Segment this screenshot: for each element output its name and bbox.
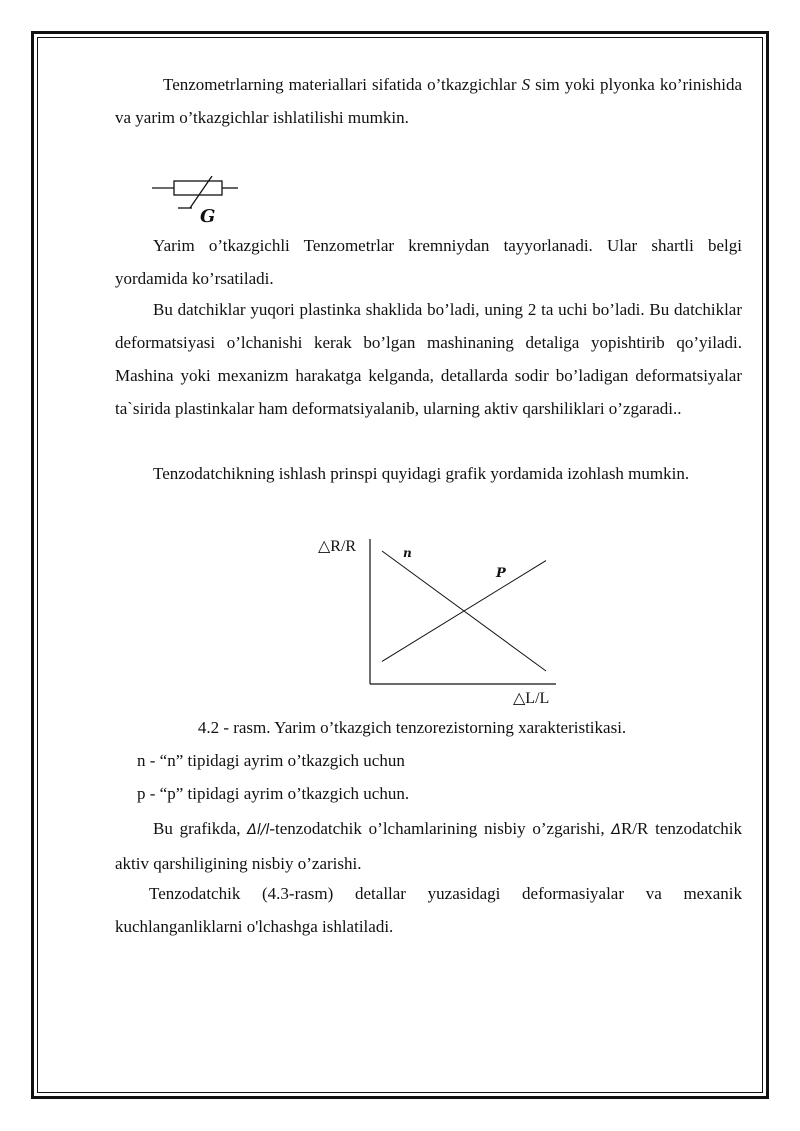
series-n-label: n (403, 546, 412, 560)
symbol-label: G (200, 206, 216, 227)
paragraph-principle: Tenzodatchikning ishlash prinspi quyidagi grafik yordamida izohlash mumkin. (153, 464, 690, 483)
paragraph-application: Tenzodatchik (4.3-rasm) detallar yuzasidagi deformasiyalar va mexanik kuchlanganliklarni o'lchashga ishlatiladi. (115, 884, 742, 936)
x-axis-label: △L/L (513, 690, 550, 707)
paragraph-text: sim yoki plyonka ko’rinishida va yarim o’tkazgichlar ishlatilishi mumkin. (115, 75, 742, 127)
paragraph-text: Bu grafikda, (153, 819, 248, 838)
paragraph-sensors: Bu datchiklar yuqori plastinka shaklida bo’ladi, uning 2 ta uchi bo’ladi. Bu datchiklar deformatsiyasi o’lchanishi kerak bo’lgan mashinaning detaliga yopishtirib qo’yiladi. Mashina yoki mexanizm harakatga kelganda, detallarda sodir bo’ladigan deformatsiyalar ta`sirida plastinkalar ham deformatsiyalanib, ularning aktiv qarshiliklari o’zgaradi.. (115, 300, 742, 418)
paragraph-text: -tenzodatchik o’lchamlarining nisbiy o’zgarishi, (269, 819, 612, 838)
legend-note-n: n - “n” tipidagi ayrim o’tkazgich uchun (137, 751, 405, 770)
semiconductor-strain-gauge-symbol (150, 176, 250, 228)
paragraph-graph-explanation (115, 812, 742, 880)
symbol-s: S (521, 75, 531, 94)
series-p-line (382, 561, 546, 662)
formula-dl-over-l: Δl/l (247, 822, 270, 838)
paragraph-semiconductor: Yarim o’tkazgichli Tenzometrlar kremniydan tayyorlanadi. Ular shartli belgi yordamida ko’rsatiladi. (115, 236, 742, 288)
paragraph-materials (115, 68, 742, 134)
legend-note-p: p - “p” tipidagi ayrim o’tkazgich uchun. (137, 784, 410, 803)
series-p-label: P (496, 566, 506, 581)
figure-caption: 4.2 - rasm. Yarim o’tkazgich tenzorezistorning xarakteristikasi. (197, 718, 627, 737)
characteristic-chart (310, 531, 570, 711)
paragraph-text: Tenzometrlarning materiallari sifatida o’tkazgichlar (163, 75, 522, 94)
paragraph-text: R/R tenzodatchik aktiv qarshiligining nisbiy o’zarishi. (115, 819, 742, 873)
delta-symbol: Δ (611, 822, 621, 838)
y-axis-label: △R/R (318, 538, 357, 555)
